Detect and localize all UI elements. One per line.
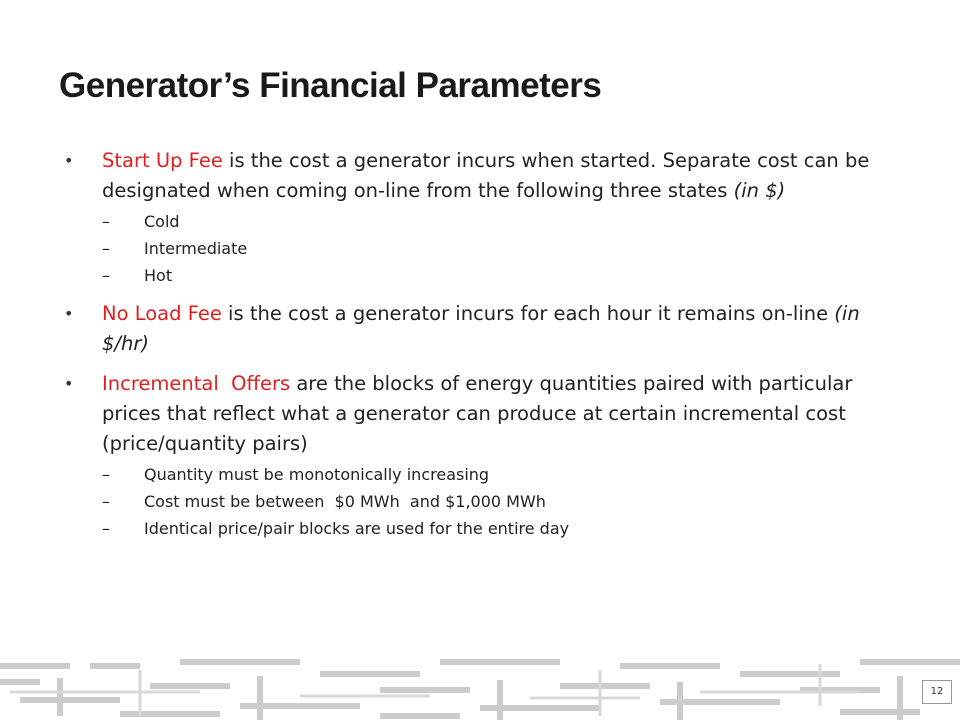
sub-list (102, 461, 870, 542)
term-start-up-fee: Start Up Fee (102, 149, 223, 172)
bullet-incremental-offers (60, 369, 870, 542)
bullet-list (60, 146, 870, 552)
bullet-text: are the blocks of energy quantities paired with particular prices that reflect what a generator can produce at certain incremental cost (price/quantity pairs) (102, 372, 853, 455)
sub-item-identical: – Identical price/pair blocks are used for the entire day (102, 515, 870, 542)
bullet-icon: • (64, 374, 74, 393)
dash-icon: – (102, 519, 110, 538)
dash-icon: – (102, 492, 110, 511)
page-number: 12 (922, 680, 952, 704)
bullet-no-load-fee (60, 299, 870, 359)
dash-icon: – (102, 465, 110, 484)
sub-item-cold: – Cold (102, 208, 870, 235)
unit-text: (in $) (733, 179, 786, 202)
term-no-load-fee: No Load Fee (102, 302, 222, 325)
term-incremental-offers: Incremental Offers (102, 372, 291, 395)
bullet-start-up-fee (60, 146, 870, 289)
circuit-footer-decoration (0, 656, 960, 720)
bullet-icon: • (64, 304, 74, 323)
bullet-icon: • (64, 151, 74, 170)
dash-icon: – (102, 212, 110, 231)
sub-list (102, 208, 870, 289)
sub-item-hot: – Hot (102, 262, 870, 289)
slide-title: Generator’s Financial Parameters (59, 66, 602, 105)
bullet-text: is the cost a generator incurs for each hour it remains on-line (221, 302, 835, 325)
sub-item-intermediate: – Intermediate (102, 235, 870, 262)
dash-icon: – (102, 266, 110, 285)
unit-text: (in $/hr) (102, 302, 860, 355)
bullet-text: is the cost a generator incurs when started. Separate cost can be designated when coming on-line from the following three states (102, 149, 870, 202)
dash-icon: – (102, 239, 110, 258)
sub-item-cost: – Cost must be between $0 MWh and $1,000 MWh (102, 488, 870, 515)
sub-item-quantity: – Quantity must be monotonically increasing (102, 461, 870, 488)
